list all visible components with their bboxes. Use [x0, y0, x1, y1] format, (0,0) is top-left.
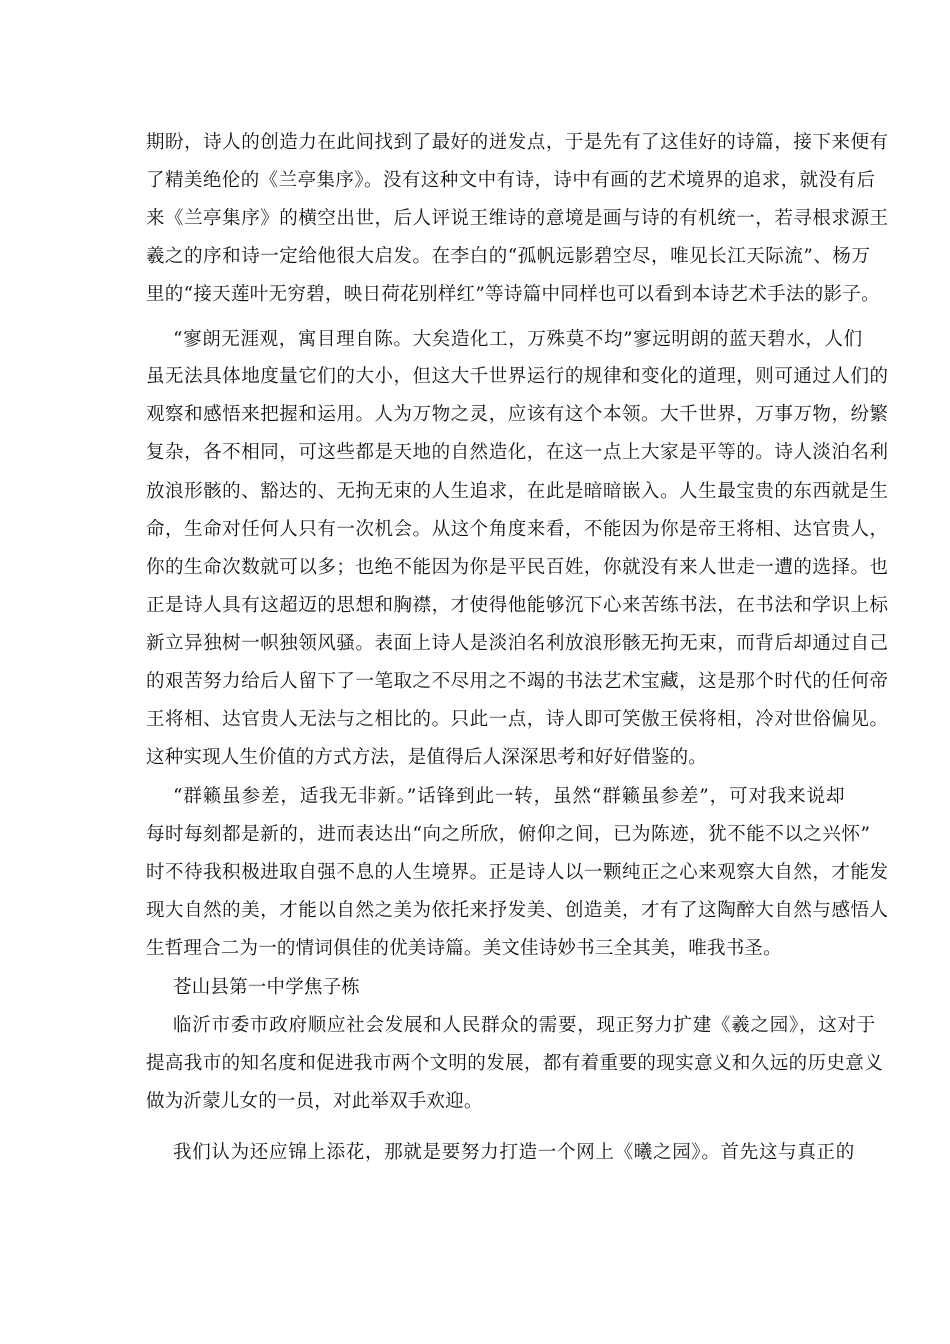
paragraph-line: 做为沂蒙儿女的一员，对此举双手欢迎。 — [146, 1091, 483, 1112]
author-line: 苍山县第一中学焦子栋 — [173, 977, 361, 998]
paragraph-line: 我们认为还应锦上添花，那就是要努力打造一个网上《曦之园》。首先这与真正的 — [173, 1142, 855, 1163]
paragraph-line: 了精美绝伦的《兰亭集序》。没有这种文中有诗，诗中有画的艺术境界的追求，就没有后 — [146, 170, 876, 191]
paragraph-line: 时不待我积极进取自强不息的人生境界。正是诗人以一颗纯正之心来观察大自然，才能发 — [146, 862, 889, 883]
paragraph-line: 里的“接天莲叶无穷碧，映日荷花别样红”等诗篇中同样也可以看到本诗艺术手法的影子。 — [146, 284, 880, 305]
paragraph-line: 期盼，诗人的创造力在此间找到了最好的迸发点，于是先有了这佳好的诗篇，接下来便有 — [146, 132, 889, 153]
paragraph-line: 羲之的序和诗一定给他很大启发。在李白的“孤帆远影碧空尽，唯见长江天际流”、杨万 — [146, 246, 871, 267]
paragraph-line: 正是诗人具有这超迈的思想和胸襟，才使得他能够沉下心来苦练书法，在书法和学识上标 — [146, 595, 889, 616]
paragraph-line: 提高我市的知名度和促进我市两个文明的发展，都有着重要的现实意义和久远的历史意义 — [146, 1053, 884, 1074]
paragraph-line: 的艰苦努力给后人留下了一笔取之不尽用之不竭的书法艺术宝藏，这是那个时代的任何帝 — [146, 671, 889, 692]
paragraph-line: 生哲理合二为一的情词俱佳的优美诗篇。美文佳诗妙书三全其美，唯我书圣。 — [146, 938, 782, 959]
paragraph-line: 命，生命对任何人只有一次机会。从这个角度来看，不能因为你是帝王将相、达官贵人， — [146, 519, 889, 540]
paragraph-line: 放浪形骸的、豁达的、无拘无束的人生追求，在此是暗暗嵌入。人生最宝贵的东西就是生 — [146, 481, 889, 502]
paragraph-line: 新立异独树一帜独领风骚。表面上诗人是淡泊名利放浪形骸无拘无束，而背后却通过自己 — [146, 633, 889, 654]
paragraph-line: 来《兰亭集序》的横空出世，后人评说王维诗的意境是画与诗的有机统一，若寻根求源王 — [146, 208, 889, 229]
paragraph-line: 王将相、达官贵人无法与之相比的。只此一点，诗人即可笑傲王侯将相，冷对世俗偏见。 — [146, 709, 889, 730]
paragraph-line: “寥朗无涯观，寓目理自陈。大矣造化工，万殊莫不均”寥远明朗的蓝天碧水，人们 — [173, 329, 863, 350]
paragraph-line: 这种实现人生价值的方式方法，是值得后人深深思考和好好借鉴的。 — [146, 747, 708, 768]
paragraph-line: 复杂，各不相同，可这些都是天地的自然造化，在这一点上大家是平等的。诗人淡泊名利 — [146, 442, 889, 463]
paragraph-line: 虽无法具体地度量它们的大小，但这大千世界运行的规律和变化的道理，则可通过人们的 — [146, 366, 889, 387]
paragraph-line: 观察和感悟来把握和运用。人为万物之灵，应该有这个本领。大千世界，万事万物，纷繁 — [146, 404, 889, 425]
paragraph-line: “群籁虽参差，适我无非新。”话锋到此一转，虽然“群籁虽参差”，可对我来说却 — [173, 786, 846, 807]
paragraph-line: 临沂市委市政府顺应社会发展和人民群众的需要，现正努力扩建《羲之园》，这对于 — [173, 1015, 877, 1036]
paragraph-line: 现大自然的美，才能以自然之美为依托来抒发美、创造美，才有了这陶醉大自然与感悟人 — [146, 900, 889, 921]
paragraph-line: 你的生命次数就可以多；也绝不能因为你是平民百姓，你就没有来人世走一遭的选择。也 — [146, 557, 889, 578]
paragraph-line: 每时每刻都是新的，进而表达出“向之所欣，俯仰之间，已为陈迹，犹不能不以之兴怀” — [146, 824, 871, 845]
